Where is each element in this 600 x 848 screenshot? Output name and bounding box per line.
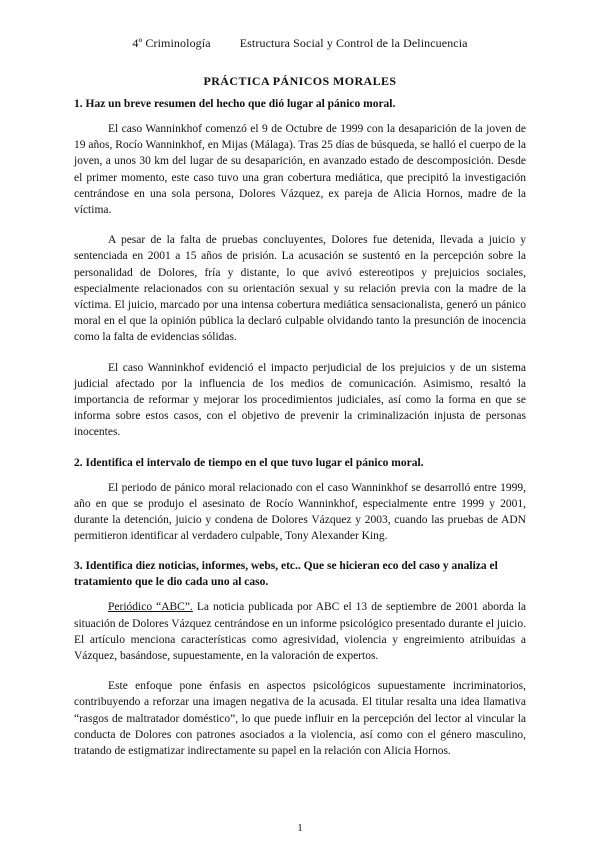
section-1 xyxy=(74,96,526,441)
source-abc-text: La noticia publicada por ABC el 13 de septiembre de 2001 aborda la situación de Dolores Vázquez centrándose en un informe psicológico presentado durante el juicio. El artículo menciona características como agresividad, violencia y engreimiento atribuidas a Vázquez, basándose, supuestamente, en la valoración de expertos. xyxy=(74,601,527,663)
header-subject: Estructura Social y Control de la Delincuencia xyxy=(239,36,468,50)
section-2 xyxy=(74,455,526,545)
header-course: 4º Criminología xyxy=(132,36,211,50)
page-number: 1 xyxy=(297,822,303,834)
section-1-paragraph-2: A pesar de la falta de pruebas concluyentes, Dolores fue detenida, llevada a juicio y sentenciada en 2001 a 15 años de prisión. La acusación se sustentó en la percepción sobre la personalidad de Dolores, fría y distante, lo que avivó estereotipos y prejuicios sociales, especialmente relacionados con su orientación sexual y su relación previa con la madre de la víctima. El juicio, marcado por una intensa cobertura mediática sensacionalista, generó un pánico moral en el que la opinión pública la declaró culpable olvidando tanto la presunción de inocencia como la falta de evidencias sólidas. xyxy=(74,234,526,344)
section-1-heading: 1. Haz un breve resumen del hecho que dió lugar al pánico moral. xyxy=(74,98,396,110)
document-body xyxy=(74,96,526,773)
section-2-paragraph-1: El periodo de pánico moral relacionado con el caso Wanninkhof se desarrolló entre 1999, año en que se produjo el asesinato de Rocío Wanninkhof, especialmente entre 1999 y 2001, durante la detención, juicio y condena de Dolores Vázquez y 2003, cuando las pruebas de ADN permitieron identificar al verdadero culpable, Tony Alexander King. xyxy=(74,481,526,543)
section-3-paragraph-2: Este enfoque pone énfasis en aspectos psicológicos supuestamente incriminatorios, contribuyendo a reforzar una imagen negativa de la acusada. El titular resalta una idea llamativa “rasgos de maltratador doméstico”, lo que puede influir en la percepción del lector al vincular la conducta de Dolores con patrones asociados a la violencia, así como con el género masculino, tratando de estigmatizar indirectamente su papel en la relación con Alicia Hornos. xyxy=(74,680,526,758)
section-1-paragraph-3: El caso Wanninkhof evidenció el impacto perjudicial de los prejuicios y de un sistema judicial afectado por la influencia de los medios de comunicación. Asimismo, resaltó la importancia de reformar y mejorar los procedimientos judiciales, así como la forma en que se informa sobre estos casos, con el objetivo de prevenir la criminalización injusta de personas inocentes. xyxy=(74,361,526,439)
source-abc: Periódico “ABC”. xyxy=(108,601,193,614)
section-3-heading: 3. Identifica diez noticias, informes, webs, etc.. Que se hicieran eco del caso y analiza el tratamiento que le dio cada uno al caso. xyxy=(74,560,498,589)
page-header xyxy=(0,36,600,51)
document-title: PRÁCTICA PÁNICOS MORALES xyxy=(203,74,397,88)
section-1-paragraph-1: El caso Wanninkhof comenzó el 9 de Octubre de 1999 con la desaparición de la joven de 19 años, Rocío Wanninkhof, en Mijas (Málaga). Tras 25 días de búsqueda, se halló el cuerpo de la joven, a unos 30 km del lugar de su desaparición, en avanzado estado de descomposición. Desde el primer momento, este caso tuvo una gran cobertura mediática, que precipitó la investigación centrándose en una sola persona, Dolores Vázquez, ex pareja de Alicia Hornos, madre de la víctima. xyxy=(74,123,526,217)
section-3 xyxy=(74,558,526,759)
section-2-heading: 2. Identifica el intervalo de tiempo en el que tuvo lugar el pánico moral. xyxy=(74,456,424,469)
section-3-paragraph-1 xyxy=(74,599,526,664)
